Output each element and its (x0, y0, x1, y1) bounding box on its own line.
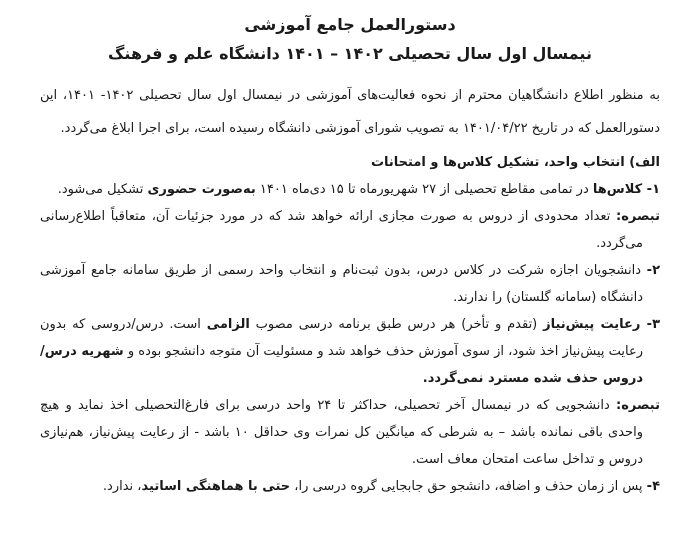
bold-text-run: الزامی (206, 317, 250, 332)
note-paragraph-1 (40, 203, 660, 257)
bold-text-run: حتی با هماهنگی اساتید (141, 479, 291, 494)
document-title-line1: دستورالعمل جامع آموزشی (244, 15, 456, 34)
bold-text-run: شهریه درس/دروس حذف شده مسترد نمی‌گردد. (40, 344, 643, 386)
text-run: ، ندارد. (102, 479, 142, 494)
text-run: است. درس/دروسی که بدون رعایت پیش‌نیاز اخذ شود، از سوی آموزش حذف خواهد شد و مسئولیت آن متوجه دانشجو بوده و (40, 317, 644, 359)
text-run: پس از زمان حذف و اضافه، دانشجو حق جابجایی گروه درسی را، (290, 479, 647, 494)
list-item-4 (40, 473, 660, 500)
note-paragraph-2 (40, 392, 660, 473)
bold-text-run: ۲- (646, 263, 660, 278)
bold-text-run: تبصره: (616, 209, 660, 224)
text-run: تعداد محدودی از دروس به صورت مجازی ارائه خواهد شد که در مورد جزئیات آن، متعاقباً اطلاع‌رسانی می‌گردد. (40, 209, 643, 251)
list-item-1 (40, 176, 660, 203)
text-run: تشکیل می‌شود. (57, 182, 148, 197)
text-run: در تمامی مقاطع تحصیلی از ۲۷ شهریورماه تا ۱۵ دی‌ماه ۱۴۰۱ (255, 182, 593, 197)
list-item-3 (40, 311, 660, 392)
intro-paragraph (40, 79, 660, 145)
document-title-line2: نیمسال اول سال تحصیلی ۱۴۰۲ – ۱۴۰۱ دانشگاه علم و فرهنگ (108, 44, 592, 63)
bold-text-run: به‌صورت حضوری (147, 182, 256, 197)
list-item-2 (40, 257, 660, 311)
text-run: دانشجویی که در نیمسال آخر تحصیلی، حداکثر تا ۲۴ واحد درسی برای فارغ‌التحصیلی اخذ نماید و هیچ واحدی باقی نمانده باشد – به شرطی که میانگین کل نمرات وی حداقل ۱۰ باشد - از رعایت پیش‌نیاز، هم‌نیازی دروس و تداخل ساعت امتحان معاف است. (40, 398, 643, 467)
text-run: (تقدم و تأخر) هر درس طبق برنامه درسی مصوب (249, 317, 544, 332)
bold-text-run: ۴- (646, 479, 660, 494)
bold-text-run: ۱- کلاس‌ها (592, 182, 660, 197)
text-run: به منظور اطلاع دانشگاهیان محترم از نحوه فعالیت‌های آموزشی در نیمسال اول سال تحصیلی ۱۴۰۲- ۱۴۰۱، این دستورالعمل که در تاریخ ۱۴۰۱/۰۴/۲۲ به تصویب شورای آموزشی دانشگاه رسیده است، برای اجرا ابلاغ می‌گردد. (40, 88, 660, 136)
bold-text-run: ۳- رعایت پیش‌نیاز (543, 317, 660, 332)
text-run: دانشجویان اجازه شرکت در کلاس درس، بدون ثبت‌نام و انتخاب واحد رسمی از طریق سامانه جامع آموزشی دانشگاه (سامانه گلستان) را ندارند. (40, 263, 647, 305)
section-a-heading: الف) انتخاب واحد، تشکیل کلاس‌ها و امتحانات (370, 155, 660, 170)
bold-text-run: تبصره: (616, 398, 660, 413)
